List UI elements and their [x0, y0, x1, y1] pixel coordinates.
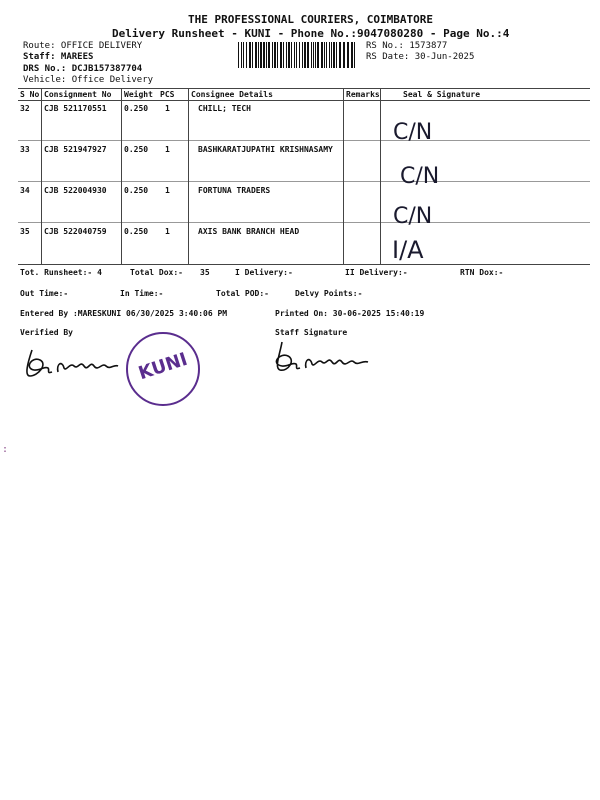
- column-divider: [188, 88, 189, 264]
- col-header-seal-signature: Seal & Signature: [403, 90, 481, 99]
- row-handwritten-sign: C/N: [393, 120, 433, 145]
- rtn-dox-label: RTN Dox:-: [460, 268, 504, 277]
- column-divider: [380, 88, 381, 264]
- out-time-label: Out Time:-: [20, 289, 69, 298]
- stamp-text: KUNI: [135, 348, 191, 385]
- row-weight: 0.250: [124, 104, 149, 113]
- rs-number: RS No.: 1573877: [366, 41, 448, 51]
- row-weight: 0.250: [124, 145, 149, 154]
- row-sno: 34: [20, 186, 30, 195]
- col-header-remarks: Remarks: [346, 90, 380, 99]
- row-consignee: FORTUNA TRADERS: [198, 186, 271, 195]
- row-consignee: AXIS BANK BRANCH HEAD: [198, 227, 300, 236]
- in-time-label: In Time:-: [120, 289, 164, 298]
- table-bottom-border: [18, 264, 590, 265]
- rs-date: RS Date: 30-Jun-2025: [366, 52, 475, 62]
- row-consignee: BASHKARATJUPATHI KRISHNASAMY: [198, 145, 333, 154]
- row-weight: 0.250: [124, 227, 149, 236]
- row-pcs: 1: [165, 104, 170, 113]
- row-divider: [18, 140, 590, 141]
- row-handwritten-sign: I/A: [392, 236, 424, 264]
- row-weight: 0.250: [124, 186, 149, 195]
- row-handwritten-sign: C/N: [393, 204, 433, 229]
- verified-by-label: Verified By: [20, 328, 73, 337]
- row-pcs: 1: [165, 186, 170, 195]
- row-divider: [18, 181, 590, 182]
- barcode-image: [238, 42, 356, 68]
- row-divider: [18, 222, 590, 223]
- row-consignment-no: CJB 522004930: [44, 186, 107, 195]
- total-dox-label: Total Dox:-: [130, 268, 183, 277]
- drs-number: DRS No.: DCJB157387704: [23, 64, 143, 74]
- col-header-consignee: Consignee Details: [191, 90, 273, 99]
- col-header-weight: Weight: [124, 90, 153, 99]
- row-consignment-no: CJB 522040759: [44, 227, 107, 236]
- col-header-sno: S No: [20, 90, 40, 99]
- staff-label: Staff: MAREES: [23, 52, 94, 62]
- route-label: Route: OFFICE DELIVERY: [23, 41, 143, 51]
- row-pcs: 1: [165, 227, 170, 236]
- verifier-signature: [18, 342, 128, 382]
- total-pod-label: Total POD:-: [216, 289, 269, 298]
- table-header-border: [18, 100, 590, 101]
- table-top-border: [18, 88, 590, 89]
- staff-signature-label: Staff Signature: [275, 328, 348, 337]
- column-divider: [41, 88, 42, 264]
- delivery-points-label: Delvy Points:-: [295, 289, 363, 298]
- kuni-stamp: [126, 332, 200, 406]
- margin-mark: :: [2, 444, 9, 455]
- row-sno: 35: [20, 227, 30, 236]
- row-consignment-no: CJB 521947927: [44, 145, 107, 154]
- row-consignee: CHILL; TECH: [198, 104, 251, 113]
- col-header-pcs: PCS: [160, 90, 175, 99]
- ii-delivery-label: II Delivery:-: [345, 268, 408, 277]
- row-handwritten-sign: C/N: [400, 164, 440, 189]
- printed-on: Printed On: 30-06-2025 15:40:19: [275, 309, 425, 318]
- column-divider: [121, 88, 122, 264]
- row-pcs: 1: [165, 145, 170, 154]
- total-runsheet: Tot. Runsheet:- 4: [20, 268, 102, 277]
- vehicle-label: Vehicle: Office Delivery: [23, 75, 154, 85]
- i-delivery-label: I Delivery:-: [235, 268, 293, 277]
- col-header-consignment: Consignment No: [44, 90, 112, 99]
- total-dox-value: 35: [200, 268, 210, 277]
- entered-by: Entered By :MARESKUNI 06/30/2025 3:40:06 PM: [20, 309, 228, 318]
- column-divider: [343, 88, 344, 264]
- runsheet-subtitle: Delivery Runsheet - KUNI - Phone No.:9047080280 - Page No.:4: [112, 27, 510, 40]
- row-consignment-no: CJB 521170551: [44, 104, 107, 113]
- row-sno: 32: [20, 104, 30, 113]
- row-sno: 33: [20, 145, 30, 154]
- company-title: THE PROFESSIONAL COURIERS, COIMBATORE: [188, 13, 434, 26]
- staff-signature: [266, 338, 376, 378]
